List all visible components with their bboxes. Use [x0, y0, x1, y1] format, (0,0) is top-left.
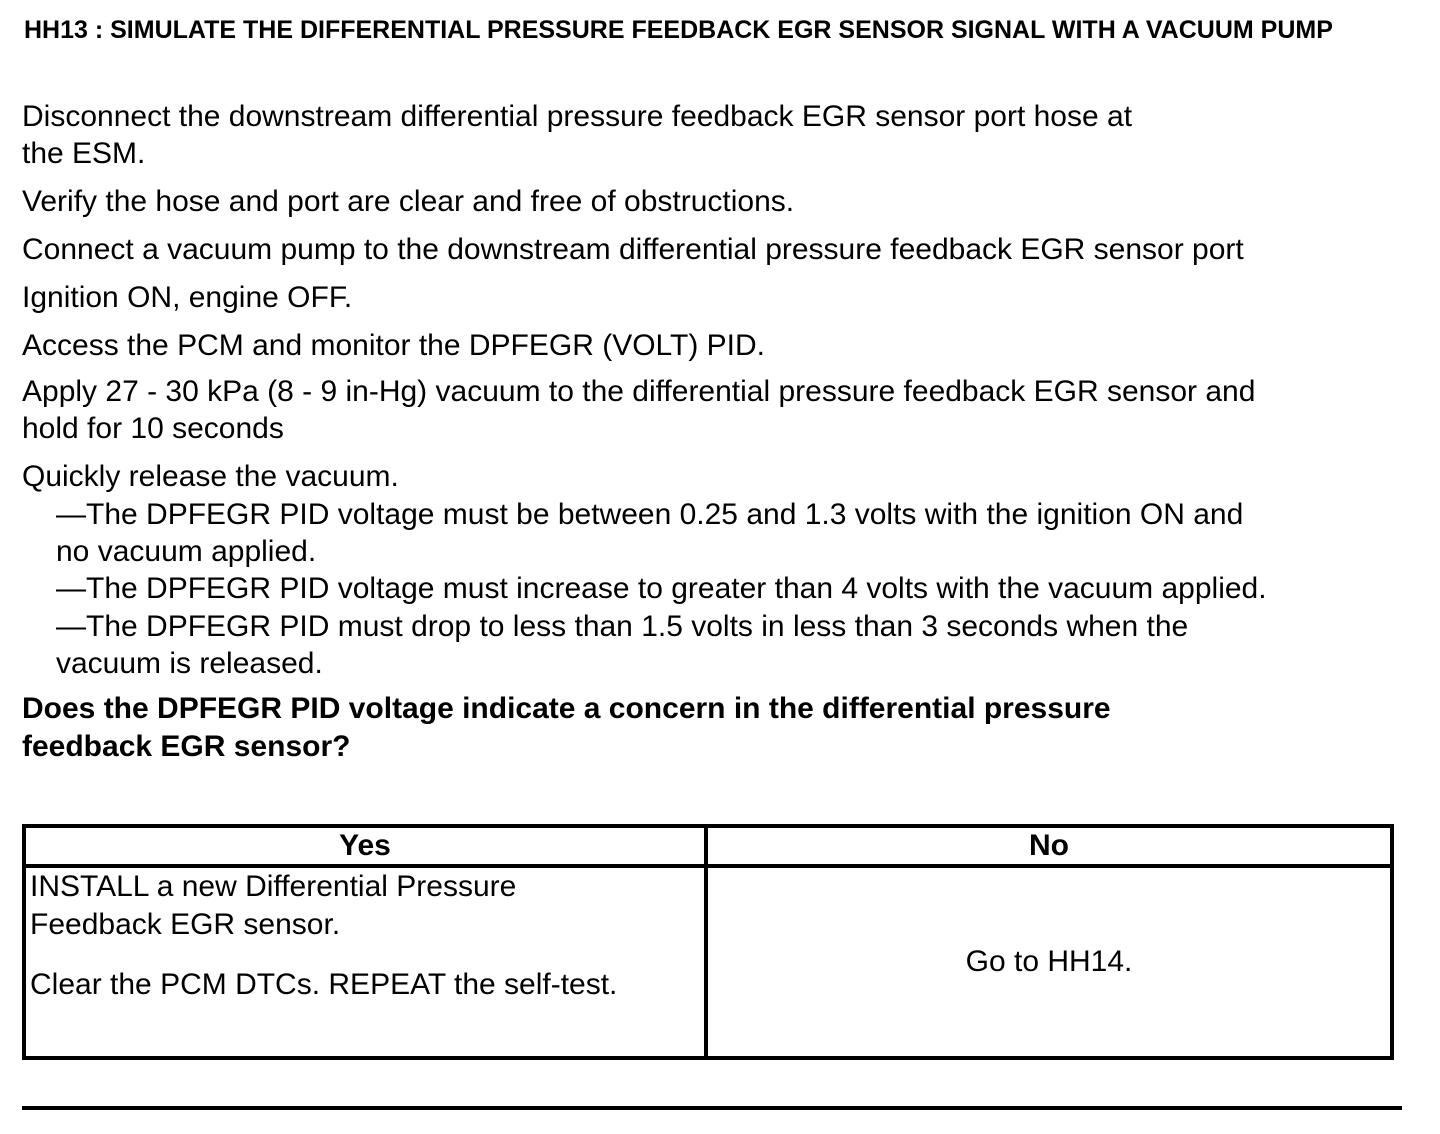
table-row: [24, 866, 1392, 1058]
criterion-line: —The DPFEGR PID voltage must increase to greater than 4 volts with the vacuum applied.: [56, 572, 1267, 605]
criterion-line: —The DPFEGR PID must drop to less than 1.5 volts in less than 3 seconds when the: [56, 610, 1189, 643]
step-access-pcm: [22, 327, 765, 364]
step-line: Disconnect the downstream differential pressure feedback EGR sensor port hose at: [22, 100, 1133, 133]
step-line: Access the PCM and monitor the DPFEGR (VOLT) PID.: [22, 329, 765, 362]
criterion-idle-voltage: [56, 496, 1243, 570]
yes-column-header: Yes: [24, 826, 706, 866]
criterion-vacuum-voltage: [56, 570, 1267, 607]
yes-action-line: Feedback EGR sensor.: [30, 908, 341, 941]
step-release-vacuum: [22, 458, 399, 495]
criterion-release-voltage: [56, 608, 1188, 682]
bottom-divider: [22, 1106, 1402, 1110]
yes-action-install: [30, 868, 704, 944]
no-action-link[interactable]: Go to HH14.: [965, 945, 1133, 978]
question-line: Does the DPFEGR PID voltage indicate a concern in the differential pressure: [22, 692, 1111, 725]
diagnostic-question: [22, 690, 1111, 766]
yes-action-cell: [24, 866, 706, 1058]
step-line: Connect a vacuum pump to the downstream differential pressure feedback EGR sensor port: [22, 233, 1244, 266]
step-ignition: [22, 279, 352, 316]
step-verify-clear: [22, 183, 794, 220]
step-heading: HH13 : SIMULATE THE DIFFERENTIAL PRESSURE FEEDBACK EGR SENSOR SIGNAL WITH A VACUUM PUMP: [24, 16, 1333, 44]
yes-action-line: INSTALL a new Differential Pressure: [30, 870, 517, 903]
step-line: the ESM.: [22, 137, 146, 170]
step-line: Verify the hose and port are clear and free of obstructions.: [22, 185, 795, 218]
step-line: hold for 10 seconds: [22, 412, 284, 445]
criterion-line: —The DPFEGR PID voltage must be between 0.25 and 1.3 volts with the ignition ON and: [56, 498, 1244, 531]
step-disconnect-hose: [22, 98, 1132, 172]
table-header-row: [24, 826, 1392, 866]
step-line: Quickly release the vacuum.: [22, 460, 399, 493]
criterion-line: no vacuum applied.: [56, 535, 317, 568]
no-column-header: No: [706, 826, 1392, 866]
question-line: feedback EGR sensor?: [22, 730, 351, 763]
criterion-line: vacuum is released.: [56, 647, 323, 680]
step-line: Apply 27 - 30 kPa (8 - 9 in-Hg) vacuum to the differential pressure feedback EGR sensor and: [22, 375, 1256, 408]
decision-table: [22, 824, 1394, 1060]
yes-action-clear-dtcs: Clear the PCM DTCs. REPEAT the self-test.: [30, 968, 618, 1001]
step-apply-vacuum: [22, 373, 1255, 447]
step-connect-pump: [22, 231, 1244, 268]
no-action-cell: [706, 866, 1392, 1058]
step-line: Ignition ON, engine OFF.: [22, 281, 353, 314]
